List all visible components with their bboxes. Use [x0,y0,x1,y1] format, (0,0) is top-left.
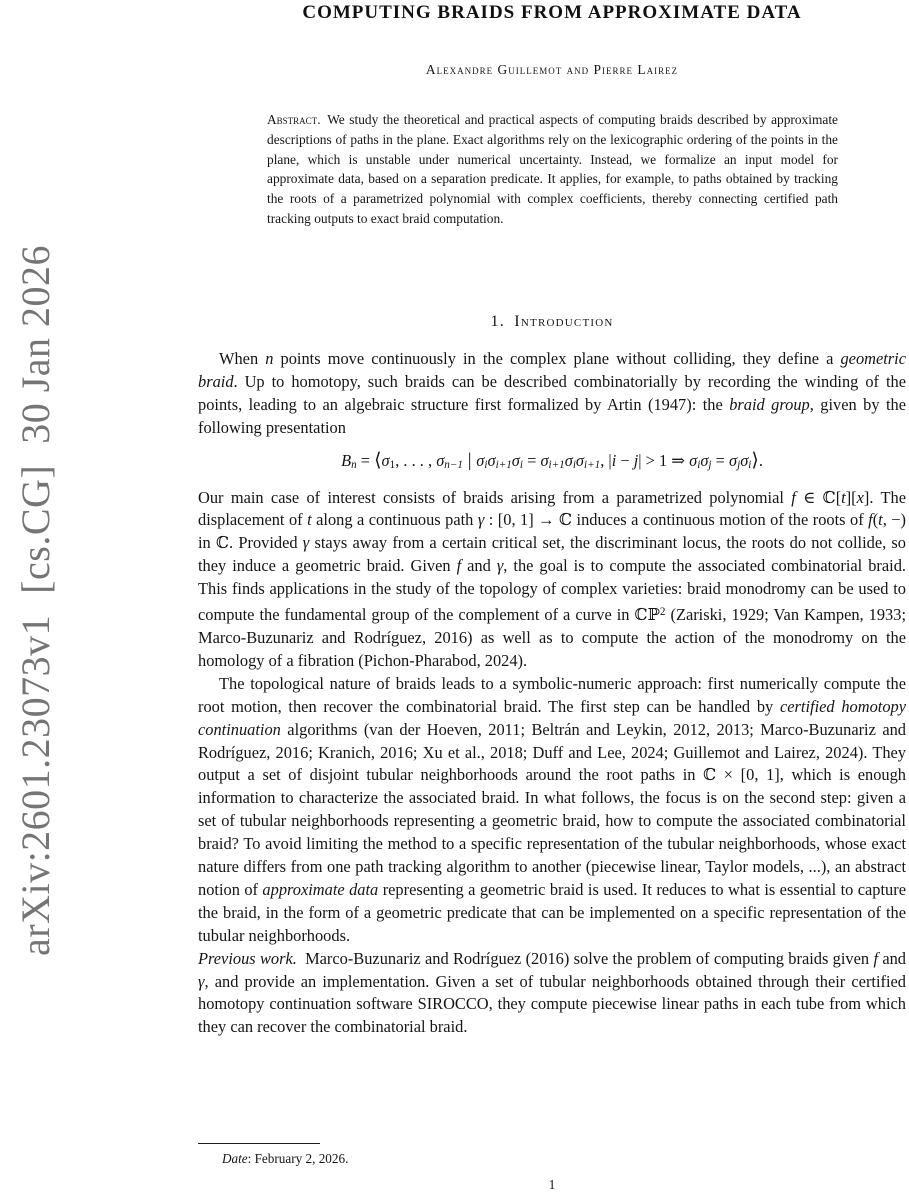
paragraph-main-case: Our main case of interest consists of braids arising from a parametrized polynomial f ∈ ℂ[t][x]. The displacement of t along a continuous path γ : [0, 1] → ℂ induces a continuous motion of the roots of f(t, −) in ℂ. Provided γ stays away from a certain critical set, the discriminant locus, the roots do not collide, so they induce a geometric braid. Given f and γ, the goal is to compute the associated combinatorial braid. This finds applications in the study of the topology of complex varieties: braid monodromy can be used to compute the fundamental group of the complement of a curve in ℂℙ$^2$ (Zariski, 1929; Van Kampen, 1933; Marco-Buzunariz and Rodríguez, 2016) as well as to compute the action of the monodromy on the homology of a fibration (Pichon-Pharabod, 2024). [198,487,907,670]
page-number: 1 [548,1177,556,1192]
footnote-block [198,1143,348,1167]
braid-group-equation: Bn = ⟨σ1, . . . , σn−1 | σiσi+1σi = σi+1σiσi+1, |i − j| > 1 ⇒ σiσj = σjσi⟩. [341,449,763,471]
arxiv-stamp: arXiv:2601.23073v1 [cs.CG] 30 Jan 2026 [13,244,58,956]
paragraph-geometric-braid: When n points move continuously in the complex plane without colliding, they define a geometric braid. Up to homotopy, such braids can be described combinatorially by recording the winding of the points, leading to an algebraic structure first formalized by Artin (1947): the braid group, given by the following presentation [198,348,907,437]
section-heading-introduction: 1. Introduction [490,312,614,330]
paper-authors: Alexandre Guillemot and Pierre Lairez [425,62,679,77]
paper-header [198,2,906,78]
footnote-rule [198,1143,320,1144]
date-line: Date: February 2, 2026. [222,1151,349,1166]
paragraph-previous-work: Previous work. Marco-Buzunariz and Rodríguez (2016) solve the problem of computing braids given f and γ, and provide an implementation. Given a set of tubular neighborhoods obtained through their certified homotopy continuation software SIROCCO, they compute piecewise linear paths in each tube from which they can recover the combinatorial braid. [198,948,906,1037]
paragraph-symbolic-numeric: The topological nature of braids leads to a symbolic-numeric approach: first numerically compute the root motion, then recover the combinatorial braid. The first step can be handled by certified homotopy continuation algorithms (van der Hoeven, 2011; Beltrán and Leykin, 2012, 2013; Marco-Buzunariz and Rodríguez, 2016; Kranich, 2016; Xu et al., 2018; Duff and Lee, 2024; Guillemot and Lairez, 2024). They output a set of disjoint tubular neighborhoods around the root paths in ℂ × [0, 1], which is enough information to characterize the associated braid. In what follows, the focus is on the second step: given a set of tubular neighborhoods representing a geometric braid, how to compute the associated combinatorial braid? To avoid limiting the method to a specific representation of the tubular neighborhoods, whose exact nature differs from one path tracking algorithm to another (piecewise linear, Taylor models, ...), an abstract notion of approximate data representing a geometric braid is used. It reduces to what is essential to capture the braid, in the form of a geometric predicate that can be implemented on a specific representation of the tubular neighborhoods. [198,673,906,945]
paper-title: COMPUTING BRAIDS FROM APPROXIMATE DATA [302,2,802,23]
main-column [198,310,906,1039]
abstract-paragraph: Abstract. We study the theoretical and practical aspects of computing braids described by approximate descriptions of paths in the plane. Exact algorithms rely on the lexicographic ordering of the points in the plane, which is unstable under numerical uncertainty. Instead, we formalize an input model for approximate data, based on a separation predicate. It applies, for example, to paths obtained by tracking the roots of a parametrized polynomial with complex coefficients, thereby connecting certified path tracking outputs to exact braid computation. [267,112,838,226]
